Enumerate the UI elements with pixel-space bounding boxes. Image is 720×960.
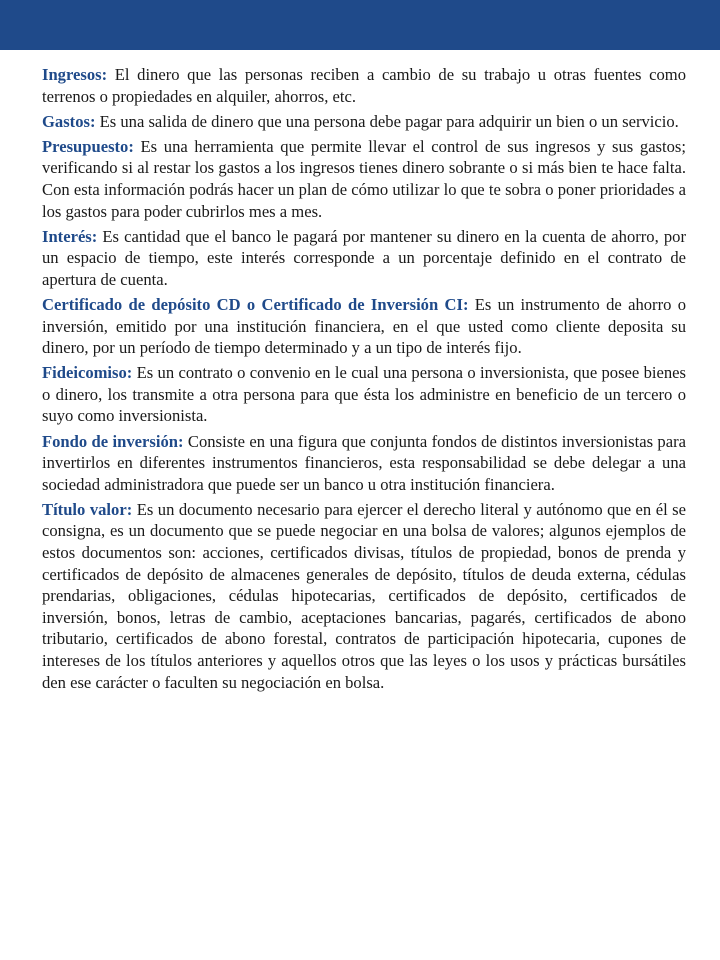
header-bar <box>0 0 720 50</box>
term-certificado: Certificado de depósito CD o Certificado de Inversión CI: <box>42 294 469 314</box>
term-interes: Interés: <box>42 226 98 246</box>
definition-fondo-inversion: Consiste en una figura que conjunta fondos de distintos inversionistas para invertirlos en diferentes instrumentos financieros, esta responsabilidad se debe delegar a una sociedad administradora que puede ser un banco u otra institución financiera. <box>42 431 686 494</box>
definition-gastos: Es una salida de dinero que una persona debe pagar para adquirir un bien o un servicio. <box>95 111 679 131</box>
glossary-entry-presupuesto <box>42 136 686 222</box>
definition-presupuesto: Es una herramienta que permite llevar el control de sus ingresos y sus gastos; verificando si al restar los gastos a los ingresos tienes dinero sobrante o si más bien te hace falta. Con esta información podrás hacer un plan de cómo utilizar lo que te sobra o poner prioridades a los gastos para poder cubrirlos mes a mes. <box>42 136 686 221</box>
glossary-entry-fondo-inversion <box>42 431 686 496</box>
glossary-entry-ingresos <box>42 64 686 107</box>
glossary <box>42 64 686 697</box>
definition-interes: Es cantidad que el banco le pagará por mantener su dinero en la cuenta de ahorro, por un espacio de tiempo, este interés corresponde a un porcentaje definido en el contrato de apertura de cuenta. <box>42 226 686 289</box>
term-fideicomiso: Fideicomiso: <box>42 363 133 383</box>
term-gastos: Gastos: <box>42 111 96 131</box>
glossary-entry-certificado <box>42 294 686 359</box>
term-presupuesto: Presupuesto: <box>42 136 134 156</box>
definition-titulo-valor: Es un documento necesario para ejercer el derecho literal y autónomo que en él se consigna, es un documento que se puede negociar en una bolsa de valores; algunos ejemplos de estos documentos son: acciones, certificados divisas, títulos de propiedad, bonos de prenda y certificados de depósito de almacenes generales de depósito, títulos de deuda externa, cédulas prendarias, obligaciones, cédulas hipotecarias, certificados de depósito, certificados de inversión, bonos, letras de cambio, aceptaciones bancarias, pagarés, certificados de abono tributario, certificados de abono forestal, contratos de participación hipotecaria, cupones de intereses de los títulos anteriores y aquellos otros que las leyes o los usos y prácticas bursátiles den ese carácter o faculten su negociación en bolsa. <box>42 499 686 692</box>
glossary-entry-fideicomiso <box>42 362 686 427</box>
glossary-entry-titulo-valor <box>42 499 686 693</box>
glossary-entry-gastos <box>42 111 686 133</box>
definition-certificado: Es un instrumento de ahorro o inversión, emitido por una institución financiera, en el que usted como cliente deposita su dinero, por un período de tiempo determinado y a un tipo de interés fijo. <box>42 294 686 358</box>
glossary-entry-interes <box>42 226 686 291</box>
term-titulo-valor: Título valor: <box>42 499 133 519</box>
term-fondo-inversion: Fondo de inversión: <box>42 431 184 451</box>
definition-fideicomiso: Es un contrato o convenio en le cual una persona o inversionista, que posee bienes o dinero, los transmite a otra persona para que ésta los administre en beneficio de un tercero o suyo como inversionista. <box>42 363 686 426</box>
definition-ingresos: El dinero que las personas reciben a cambio de su trabajo u otras fuentes como terrenos o propiedades en alquiler, ahorros, etc. <box>42 65 686 106</box>
term-ingresos: Ingresos: <box>42 65 108 84</box>
